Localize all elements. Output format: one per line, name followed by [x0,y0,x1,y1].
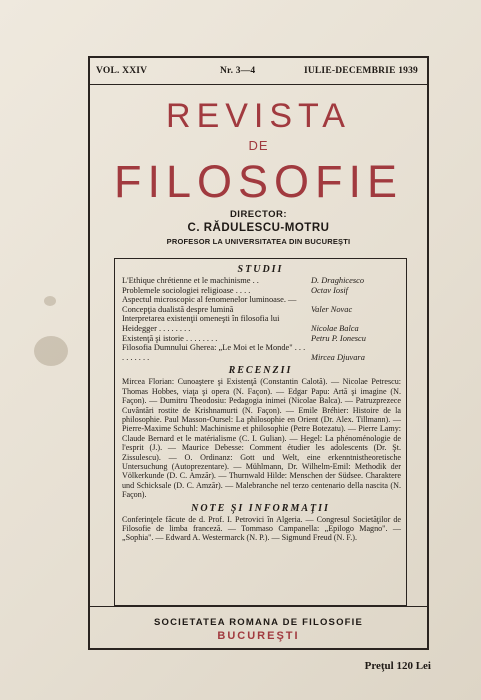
studii-entry [122,276,401,286]
studii-author: Valer Novac [311,304,353,314]
studii-entry [122,343,401,362]
note-text: Conferinţele făcute de d. Prof. I. Petrovici în Algeria. — Congresul Societăţilor de Filosofie de limba franceză. — Tommaso Campanella: „Epilogo Magno". — „Sophia". — Edward A. Westermarck (N. P.). — Sigmund Freud (N. F.). [122,514,401,543]
studii-title: Problemele sociologiei religioase . . . . [122,285,251,295]
studii-author: D. Draghicesco [311,276,365,285]
studii-entry [122,295,401,314]
recenzii-text: Mircea Florian: Cunoaştere şi Existenţă (Constantin Calotă). — Nicolae Petrescu: Thomas Hobbes, viaţa şi opera (N. Façon). — Edgar Papu: Artă şi imagine (N. Façon). — Dumitru Theodosiu: Pedagogia inimei (Nicolae Balca). — Patruzprezece Cuvântări rostite de Krishnamurti (N. Façon). — Emile Bréhier: Histoire de la philosophie. Paul Masson-Oursel: La philosophie en Orient (Dr. Alex. Tillmann). — Pierre-Maxime Schuhl: Machinisme et philosophie (Petre Botezatu). — Pierre Lamy: Claude Bernard et le matérialisme (C. I. Gulian). — Hegel: La phénoménologie de l'esprit (J.). — Maurice Debesse: Comment étudier les adolescents (Dr. Şt. Zissulescu). — O. Ordinanz: Gott und Welt, eine erkenntnistheoretische Untersuchung (Autoprezentare). — Mühlmann, Dr. Wilhelm-Emil: Methodik der Völkerkunde (D. C. Amzăr). — Thurnwald Hilde: Menschen der Südsee. Charaktere und Schicksale (D. C. Amzăr). — Malebranche nel terzo centenario della nascita (N. Façon). [122,377,401,500]
footer-rule [88,606,429,607]
studii-list [115,276,406,362]
studii-entry [122,334,401,344]
studii-title: Existenţă şi istorie . . . . . . . . [122,333,218,343]
studii-title: Aspectul microscopic al fenomenelor luminoase. — Concepţia dualistă despre lumină [122,295,297,314]
price-label: Preţul 120 Lei [364,660,431,672]
section-heading-recenzii: RECENZII [228,365,293,377]
table-of-contents [114,258,407,606]
studii-author: Octav Iosif [311,285,348,295]
paper-stain [34,336,68,366]
studii-author: Petru P. Ionescu [311,333,366,343]
publisher-city: BUCUREŞTI [217,630,300,642]
section-heading-studii: STUDII [237,264,284,275]
title-de: DE [248,138,269,153]
studii-author: Mircea Djuvara [311,352,365,362]
title-revista: REVISTA [166,97,351,135]
issue-number: Nr. 3—4 [220,66,256,76]
studii-author: Nicolae Balca [311,323,359,333]
studii-title: Filosofia Dumnului Gherea: „Le Moi et le Monde" . . . . . . . . . . [122,343,306,362]
header-rule [88,84,429,85]
director-title: PROFESOR LA UNIVERSITATEA DIN BUCUREŞTI [166,237,351,246]
issue-date: IULIE-DECEMBRIE 1939 [303,66,418,76]
studii-title: L'Ethique chrétienne et le machinisme . . [122,276,259,285]
director-name: C. RĂDULESCU-MOTRU [187,222,330,234]
paper-stain [44,296,56,306]
publisher-name: SOCIETATEA ROMANA DE FILOSOFIE [153,617,364,628]
studii-title: Interpretarea existenţii omeneşti în filosofia lui Heidegger . . . . . . . . [122,314,280,333]
director-label: DIRECTOR: [229,209,288,220]
volume-label: VOL. XXIV [96,66,148,76]
section-heading-note: NOTE ŞI INFORMAŢII [191,502,330,514]
studii-entry [122,286,401,296]
studii-entry [122,314,401,333]
title-filosofie: FILOSOFIE [113,156,404,207]
